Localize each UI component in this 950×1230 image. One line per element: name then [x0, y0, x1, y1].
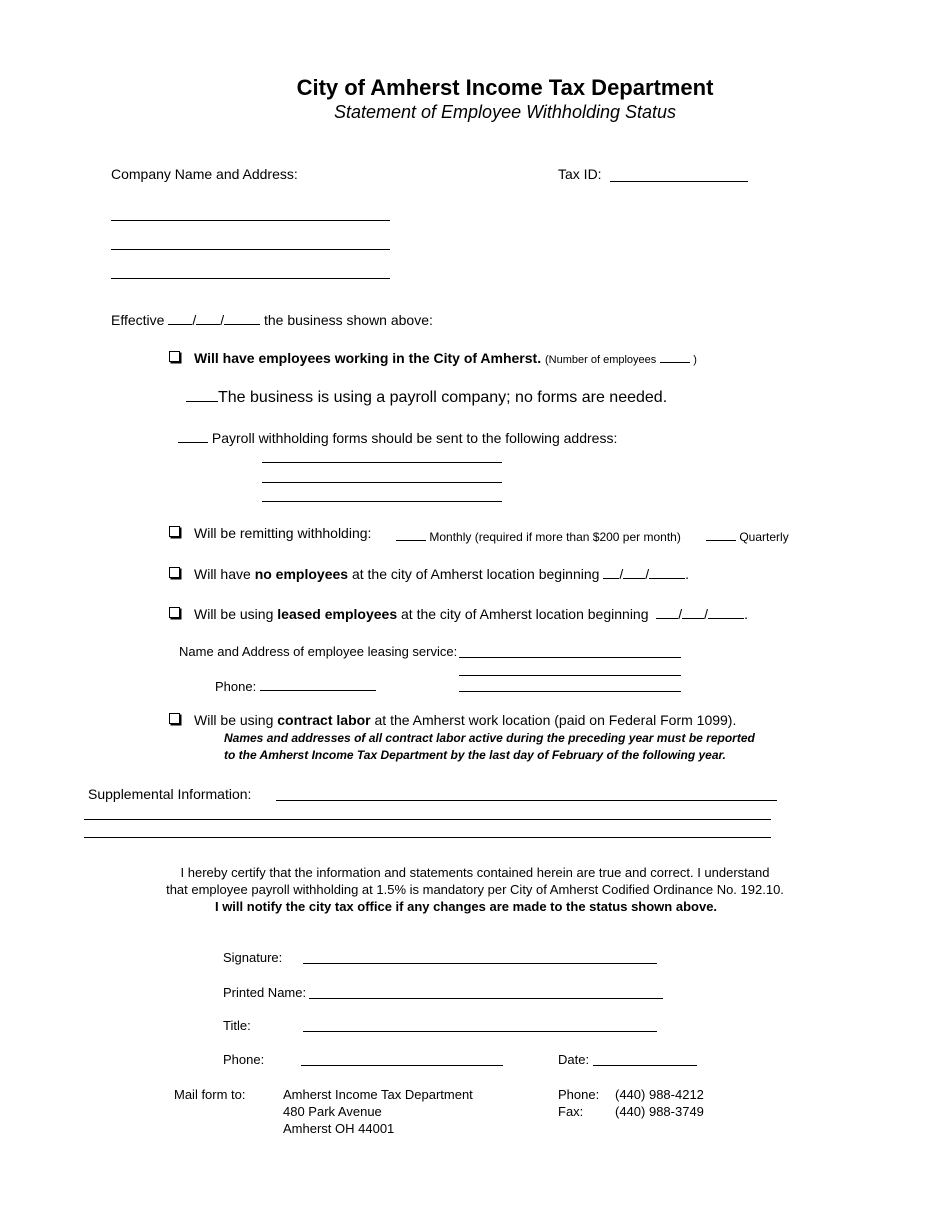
company-address-line-1[interactable]: [111, 220, 390, 221]
contract-bold: contract labor: [277, 712, 371, 728]
no-employees-bold: no employees: [254, 566, 349, 582]
printed-name-field[interactable]: [309, 998, 663, 999]
leasing-phone-label: Phone:: [215, 679, 257, 694]
leasing-service-line-1[interactable]: [459, 657, 681, 658]
title-field[interactable]: [303, 1031, 657, 1032]
mail-label: Mail form to:: [174, 1087, 246, 1102]
effective-year-field[interactable]: [224, 312, 260, 325]
certification-line-3: I will notify the city tax office if any changes are made to the status shown above.: [214, 899, 718, 914]
leased-bold: leased employees: [277, 606, 398, 622]
employee-count-label: (Number of employees: [545, 354, 657, 366]
certification-line-2: that employee payroll withholding at 1.5% is mandatory per City of Amherst Codified Ordinance No. 192.10.: [166, 882, 784, 897]
contract-option: [169, 712, 736, 728]
supplemental-label: Supplemental Information:: [88, 786, 252, 802]
mail-address-line-1: Amherst Income Tax Department: [283, 1087, 473, 1102]
supplemental-line-1[interactable]: [276, 800, 777, 801]
payroll-company-label: The business is using a payroll company; no forms are needed.: [218, 389, 668, 406]
payroll-company-field[interactable]: [186, 389, 218, 402]
mail-address-line-3: Amherst OH 44001: [283, 1121, 395, 1136]
quarterly-field[interactable]: [706, 528, 736, 541]
remitting-option: [169, 525, 371, 541]
leased-option: Will be using leased employees at the city of Amherst location beginning / / .: [169, 606, 748, 622]
monthly-row: [396, 528, 681, 544]
page-subtitle: Statement of Employee Withholding Status: [333, 102, 677, 122]
supplemental-line-2[interactable]: [84, 819, 771, 820]
printed-name-label: Printed Name:: [223, 985, 307, 1000]
forms-address-label: Payroll withholding forms should be sent to the following address:: [211, 430, 618, 446]
signer-phone-label: Phone:: [223, 1052, 265, 1067]
monthly-note: (required if more than $200 per month): [474, 530, 681, 544]
leased-year-field[interactable]: [708, 606, 744, 619]
forms-address-field[interactable]: [178, 430, 208, 443]
no-employees-checkbox[interactable]: [169, 567, 180, 578]
signer-phone-field[interactable]: [301, 1065, 503, 1066]
no-employees-day-field[interactable]: [623, 566, 645, 579]
employees-checkbox[interactable]: [169, 351, 180, 362]
no-employees-prefix: Will have: [194, 566, 251, 582]
forms-address-line-3[interactable]: [262, 501, 502, 502]
leased-checkbox[interactable]: [169, 607, 180, 618]
supplemental-line-3[interactable]: [84, 837, 771, 838]
forms-address-line-2[interactable]: [262, 482, 502, 483]
company-address-line-2[interactable]: [111, 249, 390, 250]
employees-label: Will have employees working in the City of Amherst: [194, 350, 538, 366]
effective-row: Effective / / the business shown above:: [111, 312, 433, 328]
effective-suffix: the business shown above:: [264, 312, 433, 328]
mail-address-line-2: 480 Park Avenue: [283, 1104, 382, 1119]
remitting-checkbox[interactable]: [169, 526, 180, 537]
no-employees-month-field[interactable]: [603, 566, 619, 579]
signature-label: Signature:: [223, 950, 283, 965]
leased-month-field[interactable]: [656, 606, 678, 619]
no-employees-suffix: at the city of Amherst location beginning: [351, 566, 600, 582]
leasing-service-line-2[interactable]: [459, 675, 681, 676]
leased-day-field[interactable]: [682, 606, 704, 619]
quarterly-label: Quarterly: [739, 530, 789, 544]
signature-field[interactable]: [303, 963, 657, 964]
monthly-label: Monthly: [429, 530, 472, 544]
contract-suffix: at the Amherst work location (paid on Federal Form 1099).: [374, 712, 737, 728]
payroll-company-row: [186, 389, 667, 407]
office-fax-value: (440) 988-3749: [615, 1104, 704, 1119]
monthly-field[interactable]: [396, 528, 426, 541]
leasing-service-label: Name and Address of employee leasing service:: [179, 644, 458, 659]
office-phone-label: Phone:: [558, 1087, 600, 1102]
company-label: Company Name and Address:: [111, 166, 298, 182]
leasing-phone-field[interactable]: [260, 678, 376, 691]
no-employees-year-field[interactable]: [649, 566, 685, 579]
leasing-phone-row: [215, 678, 376, 694]
leased-prefix: Will be using: [194, 606, 274, 622]
remitting-label: Will be remitting withholding:: [194, 525, 372, 541]
office-phone-value: (440) 988-4212: [615, 1087, 704, 1102]
forms-address-line-1[interactable]: [262, 462, 502, 463]
effective-month-field[interactable]: [168, 312, 192, 325]
forms-address-row: [178, 430, 617, 446]
page-title: City of Amherst Income Tax Department: [296, 75, 714, 100]
tax-id-label: Tax ID:: [558, 166, 602, 182]
leased-suffix: at the city of Amherst location beginning: [401, 606, 649, 622]
contract-checkbox[interactable]: [169, 713, 180, 724]
contract-note-line-2: to the Amherst Income Tax Department by the last day of February of the following year.: [224, 748, 726, 762]
date-field[interactable]: [593, 1065, 697, 1066]
date-label: Date:: [558, 1052, 590, 1067]
title-label: Title:: [223, 1018, 251, 1033]
office-fax-label: Fax:: [558, 1104, 584, 1119]
contract-note-line-1: Names and addresses of all contract labor active during the preceding year must be reported: [224, 731, 755, 745]
effective-prefix: Effective: [111, 312, 165, 328]
company-address-line-3[interactable]: [111, 278, 390, 279]
leasing-service-line-3[interactable]: [459, 691, 681, 692]
no-employees-option: Will have no employees at the city of Amherst location beginning / / .: [169, 566, 689, 582]
certification-line-1: I hereby certify that the information and statements contained herein are true and correct. I understand: [180, 865, 770, 880]
employee-count-field[interactable]: [660, 350, 690, 363]
employees-option: Will have employees working in the City of Amherst. (Number of employees ): [169, 350, 697, 366]
quarterly-row: [706, 528, 789, 544]
tax-id-field[interactable]: [610, 181, 748, 182]
contract-prefix: Will be using: [194, 712, 274, 728]
effective-day-field[interactable]: [196, 312, 220, 325]
